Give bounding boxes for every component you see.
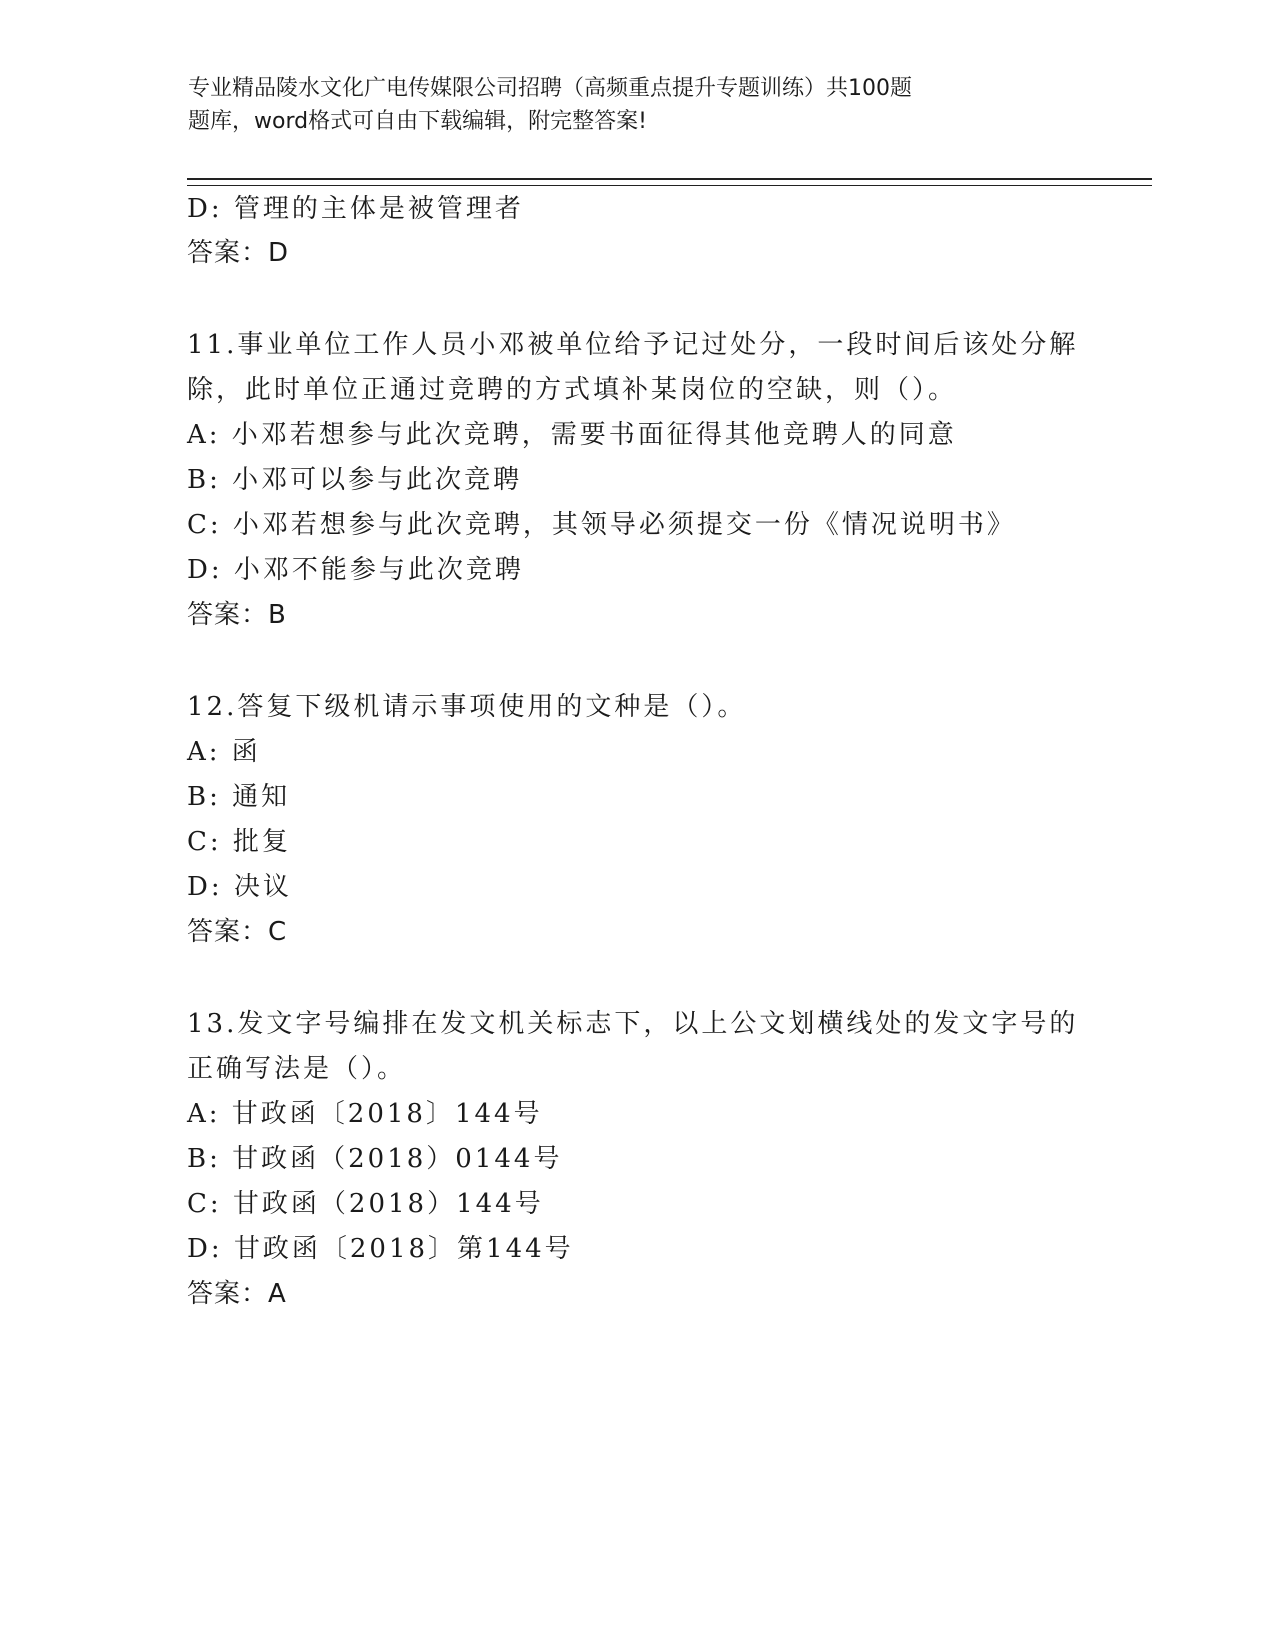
page-header — [188, 72, 1038, 138]
question-13-stem-line-2: 正确写法是（）。 — [187, 1054, 407, 1084]
header-divider — [187, 178, 1152, 186]
question-12-option-d: D: 决议 — [187, 872, 292, 902]
question-11-answer: 答案：B — [187, 600, 287, 630]
question-12-option-a: A: 函 — [187, 737, 261, 767]
question-12-stem: 12.答复下级机请示事项使用的文种是（）。 — [187, 692, 747, 722]
question-11-option-b: B: 小邓可以参与此次竞聘 — [187, 465, 523, 495]
question-13-option-a: A: 甘政函〔2018〕144号 — [187, 1099, 543, 1129]
question-12-option-c: C: 批复 — [187, 827, 291, 857]
question-12-option-b: B: 通知 — [187, 782, 291, 812]
question-11-option-a: A: 小邓若想参与此次竞聘，需要书面征得其他竞聘人的同意 — [187, 420, 957, 450]
question-13-answer: 答案：A — [187, 1279, 287, 1309]
answer-line: 答案：D — [187, 238, 290, 268]
question-13-option-c: C: 甘政函（2018）144号 — [187, 1189, 544, 1219]
question-11-option-c: C: 小邓若想参与此次竞聘，其领导必须提交一份《情况说明书》 — [187, 510, 1016, 540]
header-line-1: 专业精品陵水文化广电传媒限公司招聘（高频重点提升专题训练）共100题 — [188, 76, 912, 101]
question-12-answer: 答案：C — [187, 917, 288, 947]
question-11-option-d: D: 小邓不能参与此次竞聘 — [187, 555, 524, 585]
question-13-stem-line-1: 13.发文字号编排在发文机关标志下，以上公文划横线处的发文字号的 — [187, 1009, 1079, 1039]
question-11-stem-line-2: 除，此时单位正通过竞聘的方式填补某岗位的空缺，则（）。 — [187, 375, 958, 405]
question-13-option-b: B: 甘政函（2018）0144号 — [187, 1144, 563, 1174]
question-13-option-d: D: 甘政函〔2018〕第144号 — [187, 1234, 574, 1264]
option-d: D: 管理的主体是被管理者 — [187, 194, 524, 224]
header-line-2: 题库，word格式可自由下载编辑，附完整答案! — [188, 109, 647, 134]
question-11-stem-line-1: 11.事业单位工作人员小邓被单位给予记过处分，一段时间后该处分解 — [187, 330, 1079, 360]
